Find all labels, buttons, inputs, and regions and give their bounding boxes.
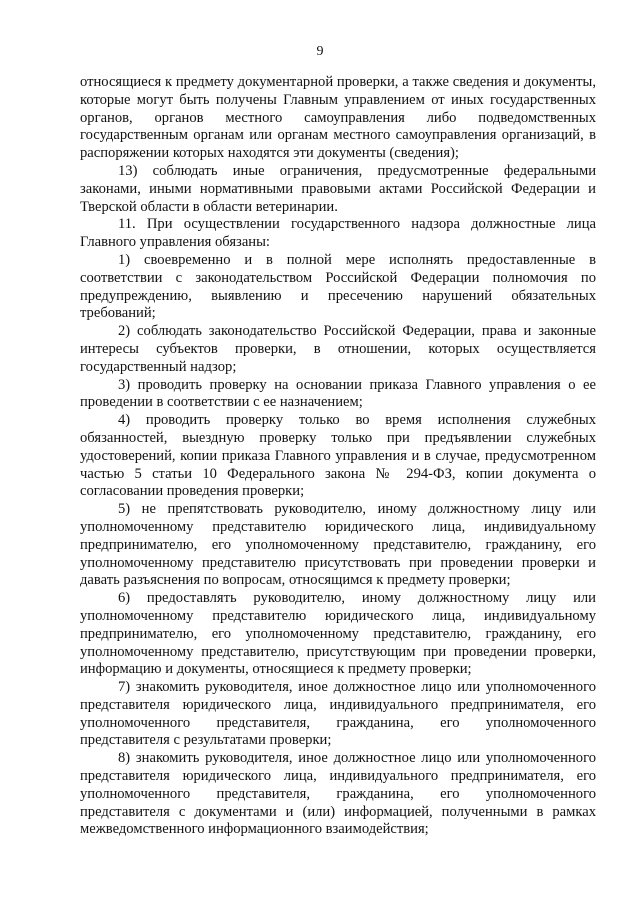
paragraph-item-1: 1) своевременно и в полной мере исполнять предоставленные в соответствии с законодательством Российской Федерации полномочия по предупреждению, выявлению и пресечению нарушений обязательных требований; [80,251,596,322]
page-number: 9 [316,44,324,59]
paragraph-section-11: 11. При осуществлении государственного надзора должностные лица Главного управления обязаны: [80,216,596,251]
paragraph-item-13: 13) соблюдать иные ограничения, предусмотренные федеральными законами, иными нормативными правовыми актами Российской Федерации и Тверской области в области ветеринарии. [80,162,596,215]
paragraph-item-8: 8) знакомить руководителя, иное должностное лицо или уполномоченного представителя юридического лица, индивидуального предпринимателя, его уполномоченного представителя, гражданина, его уполномоченного представителя с документами и (или) информацией, полученными в рамках межведомственного информационного взаимодействия; [80,750,596,838]
paragraph-item-2: 2) соблюдать законодательство Российской Федерации, права и законные интересы субъектов проверки, в отношении, которых осуществляется государственный надзор; [80,323,596,375]
paragraph-item-6: 6) предоставлять руководителю, иному должностному лицу или уполномоченному представителю юридического лица, индивидуальному предпринимателю, его уполномоченному представителю, гражданину, его уполномоченному представителю, присутствующим при проведении проверки, информацию и документы, относящиеся к предмету проверки; [80,590,596,678]
paragraph-item-5: 5) не препятствовать руководителю, иному должностному лицу или уполномоченному представителю юридического лица, индивидуальному предпринимателю, его уполномоченному представителю, гражданину, его уполномоченному представителю присутствовать при проведении проверки и давать разъяснения по вопросам, относящимся к предмету проверки; [80,501,596,589]
paragraph-continuation: относящиеся к предмету документарной проверки, а также сведения и документы, которые могут быть получены Главным управлением от иных государственных органов, органов местного самоуправления либо подведомственных государственным органам или органам местного самоуправления организаций, в распоряжении которых находятся эти документы (сведения); [80,74,596,162]
paragraph-item-3: 3) проводить проверку на основании приказа Главного управления о ее проведении в соответствии с ее назначением; [80,376,596,411]
paragraph-item-4: 4) проводить проверку только во время исполнения служебных обязанностей, выездную проверку только при предъявлении служебных удостоверений, копии приказа Главного управления и в случае, предусмотренном частью 5 статьи 10 Федерального закона № 294-ФЗ, копии документа о согласовании проведения проверки; [80,412,596,500]
paragraph-item-7: 7) знакомить руководителя, иное должностное лицо или уполномоченного представителя юридического лица, индивидуального предпринимателя, его уполномоченного представителя, гражданина, его уполномоченного представителя с результатами проверки; [80,679,596,749]
document-body [80,74,596,839]
